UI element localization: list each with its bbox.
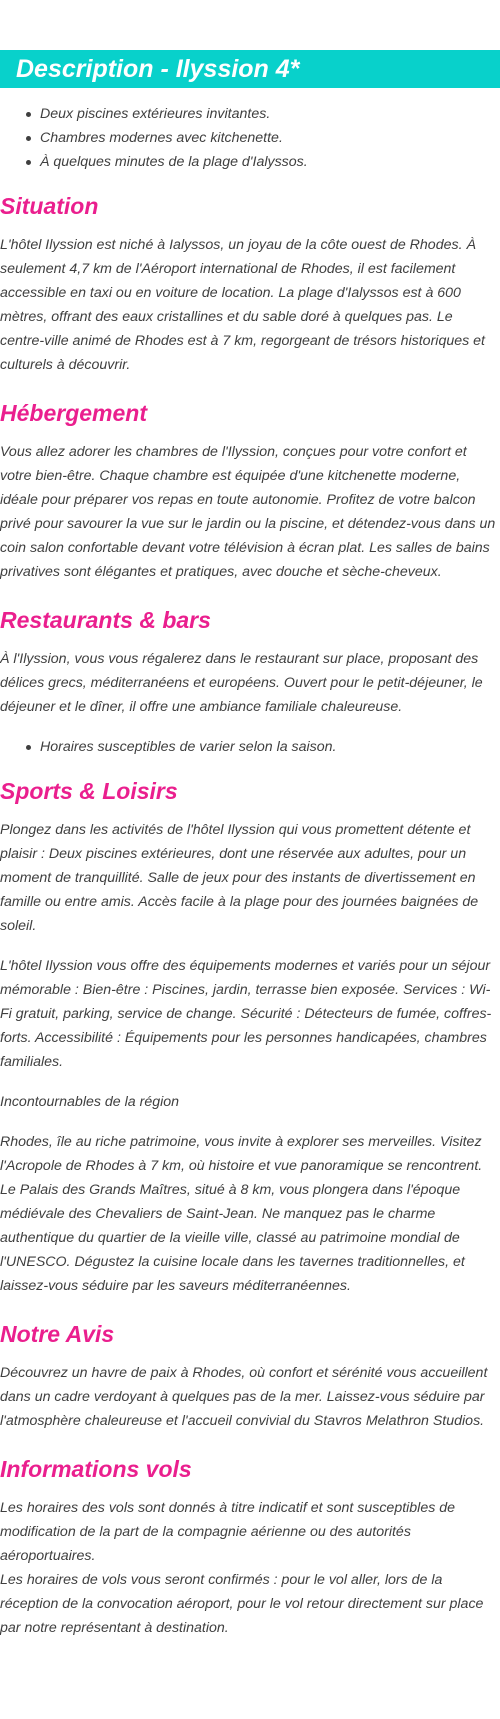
section-vols <box>0 1455 500 1640</box>
list-item: Deux piscines extérieures invitantes. <box>24 102 500 126</box>
section-heading-situation: Situation <box>0 193 99 219</box>
sports-text-region: Rhodes, île au riche patrimoine, vous invite à explorer ses merveilles. Visitez l'Acropole de Rhodes à 7 km, où histoire et vue panoramique se rencontrent. Le Palais des Grands Maîtres, situé à 8 km, vous plongera dans l'époque médiévale des Chevaliers de Saint-Jean. Ne manquez pas le charme authentique du quartier de la vieille ville, classé au patrimoine mondial de l'UNESCO. Dégustez la cuisine locale dans les tavernes traditionnelles, et laissez-vous séduire par les saveurs méditerranéennes. <box>0 1134 483 1294</box>
sports-text-activities: Plongez dans les activités de l'hôtel Ilyssion qui vous promettent détente et plaisir : Deux piscines extérieures, dont une réservée aux adultes, pour un moment de tranquillité. Salle de jeux pour des instants de divertissement en famille ou entre amis. Accès facile à la plage pour des journées baignées de soleil. <box>0 822 479 934</box>
section-situation <box>0 192 500 377</box>
section-heading-vols: Informations vols <box>0 1456 192 1482</box>
avis-text: Découvrez un havre de paix à Rhodes, où confort et sérénité vous accueillent dans un cadre verdoyant à quelques pas de la mer. Laissez-vous séduire par l'atmosphère chaleureuse et l'accueil convivial du Stavros Melathron Studios. <box>0 1365 488 1429</box>
description-banner: Description - Ilyssion 4* <box>0 50 500 88</box>
highlights-list <box>0 102 500 174</box>
sports-text-equipment: L'hôtel Ilyssion vous offre des équipements modernes et variés pour un séjour mémorable : Bien-être : Piscines, jardin, terrasse bien exposée. Services : Wi-Fi gratuit, parking, service de change. Sécurité : Détecteurs de fumée, coffres-forts. Accessibilité : Équipements pour les personnes handicapées, chambres familiales. <box>0 958 492 1070</box>
restaurants-note-list <box>0 735 498 759</box>
list-item: À quelques minutes de la plage d'Ialyssos. <box>24 150 500 174</box>
vols-text-confirmation: Les horaires de vols vous seront confirmés : pour le vol aller, lors de la réception de la convocation aéroport, pour le vol retour directement sur place par notre représentant à destination. <box>0 1572 484 1636</box>
section-avis <box>0 1320 500 1433</box>
hebergement-text: Vous allez adorer les chambres de l'Ilyssion, conçues pour votre confort et votre bien-être. Chaque chambre est équipée d'une kitchenette moderne, idéale pour préparer vos repas en toute autonomie. Profitez de votre balcon privé pour savourer la vue sur le jardin ou la piscine, et détendez-vous dans un coin salon confortable devant votre télévision à écran plat. Les salles de bains privatives sont élégantes et pratiques, avec douche et sèche-cheveux. <box>0 444 496 580</box>
section-restaurants <box>0 606 500 759</box>
vols-text-indicative: Les horaires des vols sont donnés à titre indicatif et sont susceptibles de modification de la part de la compagnie aérienne ou des autorités aéroportuaires. <box>0 1500 456 1564</box>
section-heading-avis: Notre Avis <box>0 1321 115 1347</box>
sports-subheading: Incontournables de la région <box>0 1094 180 1110</box>
list-item: Chambres modernes avec kitchenette. <box>24 126 500 150</box>
section-hebergement <box>0 399 500 584</box>
section-heading-restaurants: Restaurants & bars <box>0 607 211 633</box>
section-heading-hebergement: Hébergement <box>0 400 147 426</box>
section-sports <box>0 777 500 1298</box>
section-heading-sports: Sports & Loisirs <box>0 778 178 804</box>
situation-text: L'hôtel Ilyssion est niché à Ialyssos, un joyau de la côte ouest de Rhodes. À seulement 4,7 km de l'Aéroport international de Rhodes, il est facilement accessible en taxi ou en voiture de location. La plage d'Ialyssos est à 600 mètres, offrant des eaux cristallines et du sable doré à quelques pas. Le centre-ville animé de Rhodes est à 7 km, regorgeant de trésors historiques et culturels à découvrir. <box>0 237 485 373</box>
restaurants-text: À l'Ilyssion, vous vous régalerez dans le restaurant sur place, proposant des délices grecs, méditerranéens et européens. Ouvert pour le petit-déjeuner, le déjeuner et le dîner, il offre une ambiance familiale chaleureuse. <box>0 651 483 715</box>
list-item: Horaires susceptibles de varier selon la saison. <box>24 735 498 759</box>
